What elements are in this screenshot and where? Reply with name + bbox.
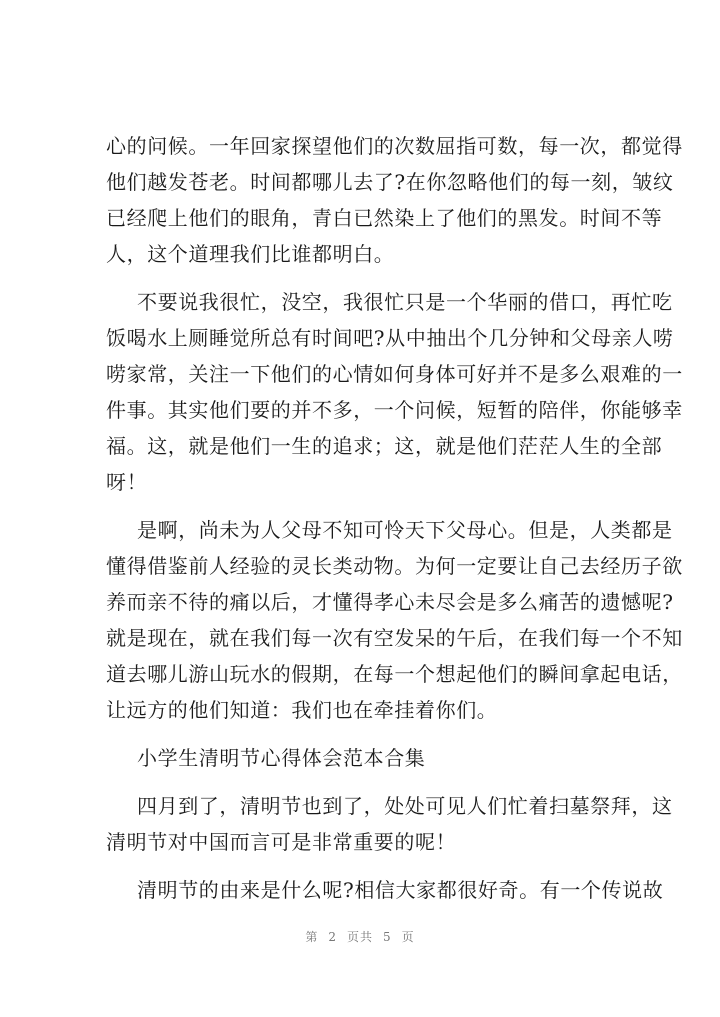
page-label-middle: 页共 [346, 930, 373, 944]
text-line: 不要说我很忙，没空，我很忙只是一个华丽的借口，再忙吃 [137, 290, 673, 314]
text-line: 懂得借鉴前人经验的灵长类动物。为何一定要让自己去经历子欲 [106, 554, 683, 578]
text-line: 饭喝水上厕睡觉所总有时间吧?从中抽出个几分钟和父母亲人唠 [106, 326, 674, 350]
text-line: 唠家常，关注一下他们的心情如何身体可好并不是多么艰难的一 [106, 362, 683, 386]
text-line: 道去哪儿游山玩水的假期，在每一个想起他们的瞬间拿起电话， [106, 662, 683, 686]
text-line: 让远方的他们知道：我们也在牵挂着你们。 [106, 698, 498, 722]
current-page-number: 2 [328, 930, 337, 944]
text-line: 他们越发苍老。时间都哪儿去了?在你忽略他们的每一刻，皱纹 [106, 170, 674, 194]
page-label-prefix: 第 [305, 930, 319, 944]
text-line: 心的问候。一年回家探望他们的次数屈指可数，每一次，都觉得 [106, 134, 683, 158]
text-line: 呀！ [106, 470, 148, 494]
text-line: 是啊，尚未为人父母不知可怜天下父母心。但是，人类都是 [137, 518, 673, 542]
page-footer [0, 928, 720, 945]
total-pages-number: 5 [383, 930, 392, 944]
text-line: 清明节的由来是什么呢?相信大家都很好奇。有一个传说故 [137, 878, 664, 902]
text-line: 福。这，就是他们一生的追求；这，就是他们茫茫人生的全部 [106, 434, 663, 458]
text-line: 四月到了，清明节也到了，处处可见人们忙着扫墓祭拜，这 [137, 794, 673, 818]
page-label-suffix: 页 [401, 930, 415, 944]
text-line: 件事。其实他们要的并不多，一个问候，短暂的陪伴，你能够幸 [106, 398, 683, 422]
text-line: 已经爬上他们的眼角，青白已然染上了他们的黑发。时间不等 [106, 206, 663, 230]
text-line: 养而亲不待的痛以后，才懂得孝心未尽会是多么痛苦的遗憾呢? [106, 590, 674, 614]
section-heading: 小学生清明节心得体会范本合集 [137, 746, 426, 770]
text-line: 人，这个道理我们比谁都明白。 [106, 242, 395, 266]
text-line: 清明节对中国而言可是非常重要的呢！ [106, 830, 457, 854]
text-line: 就是现在，就在我们每一次有空发呆的午后，在我们每一个不知 [106, 626, 683, 650]
